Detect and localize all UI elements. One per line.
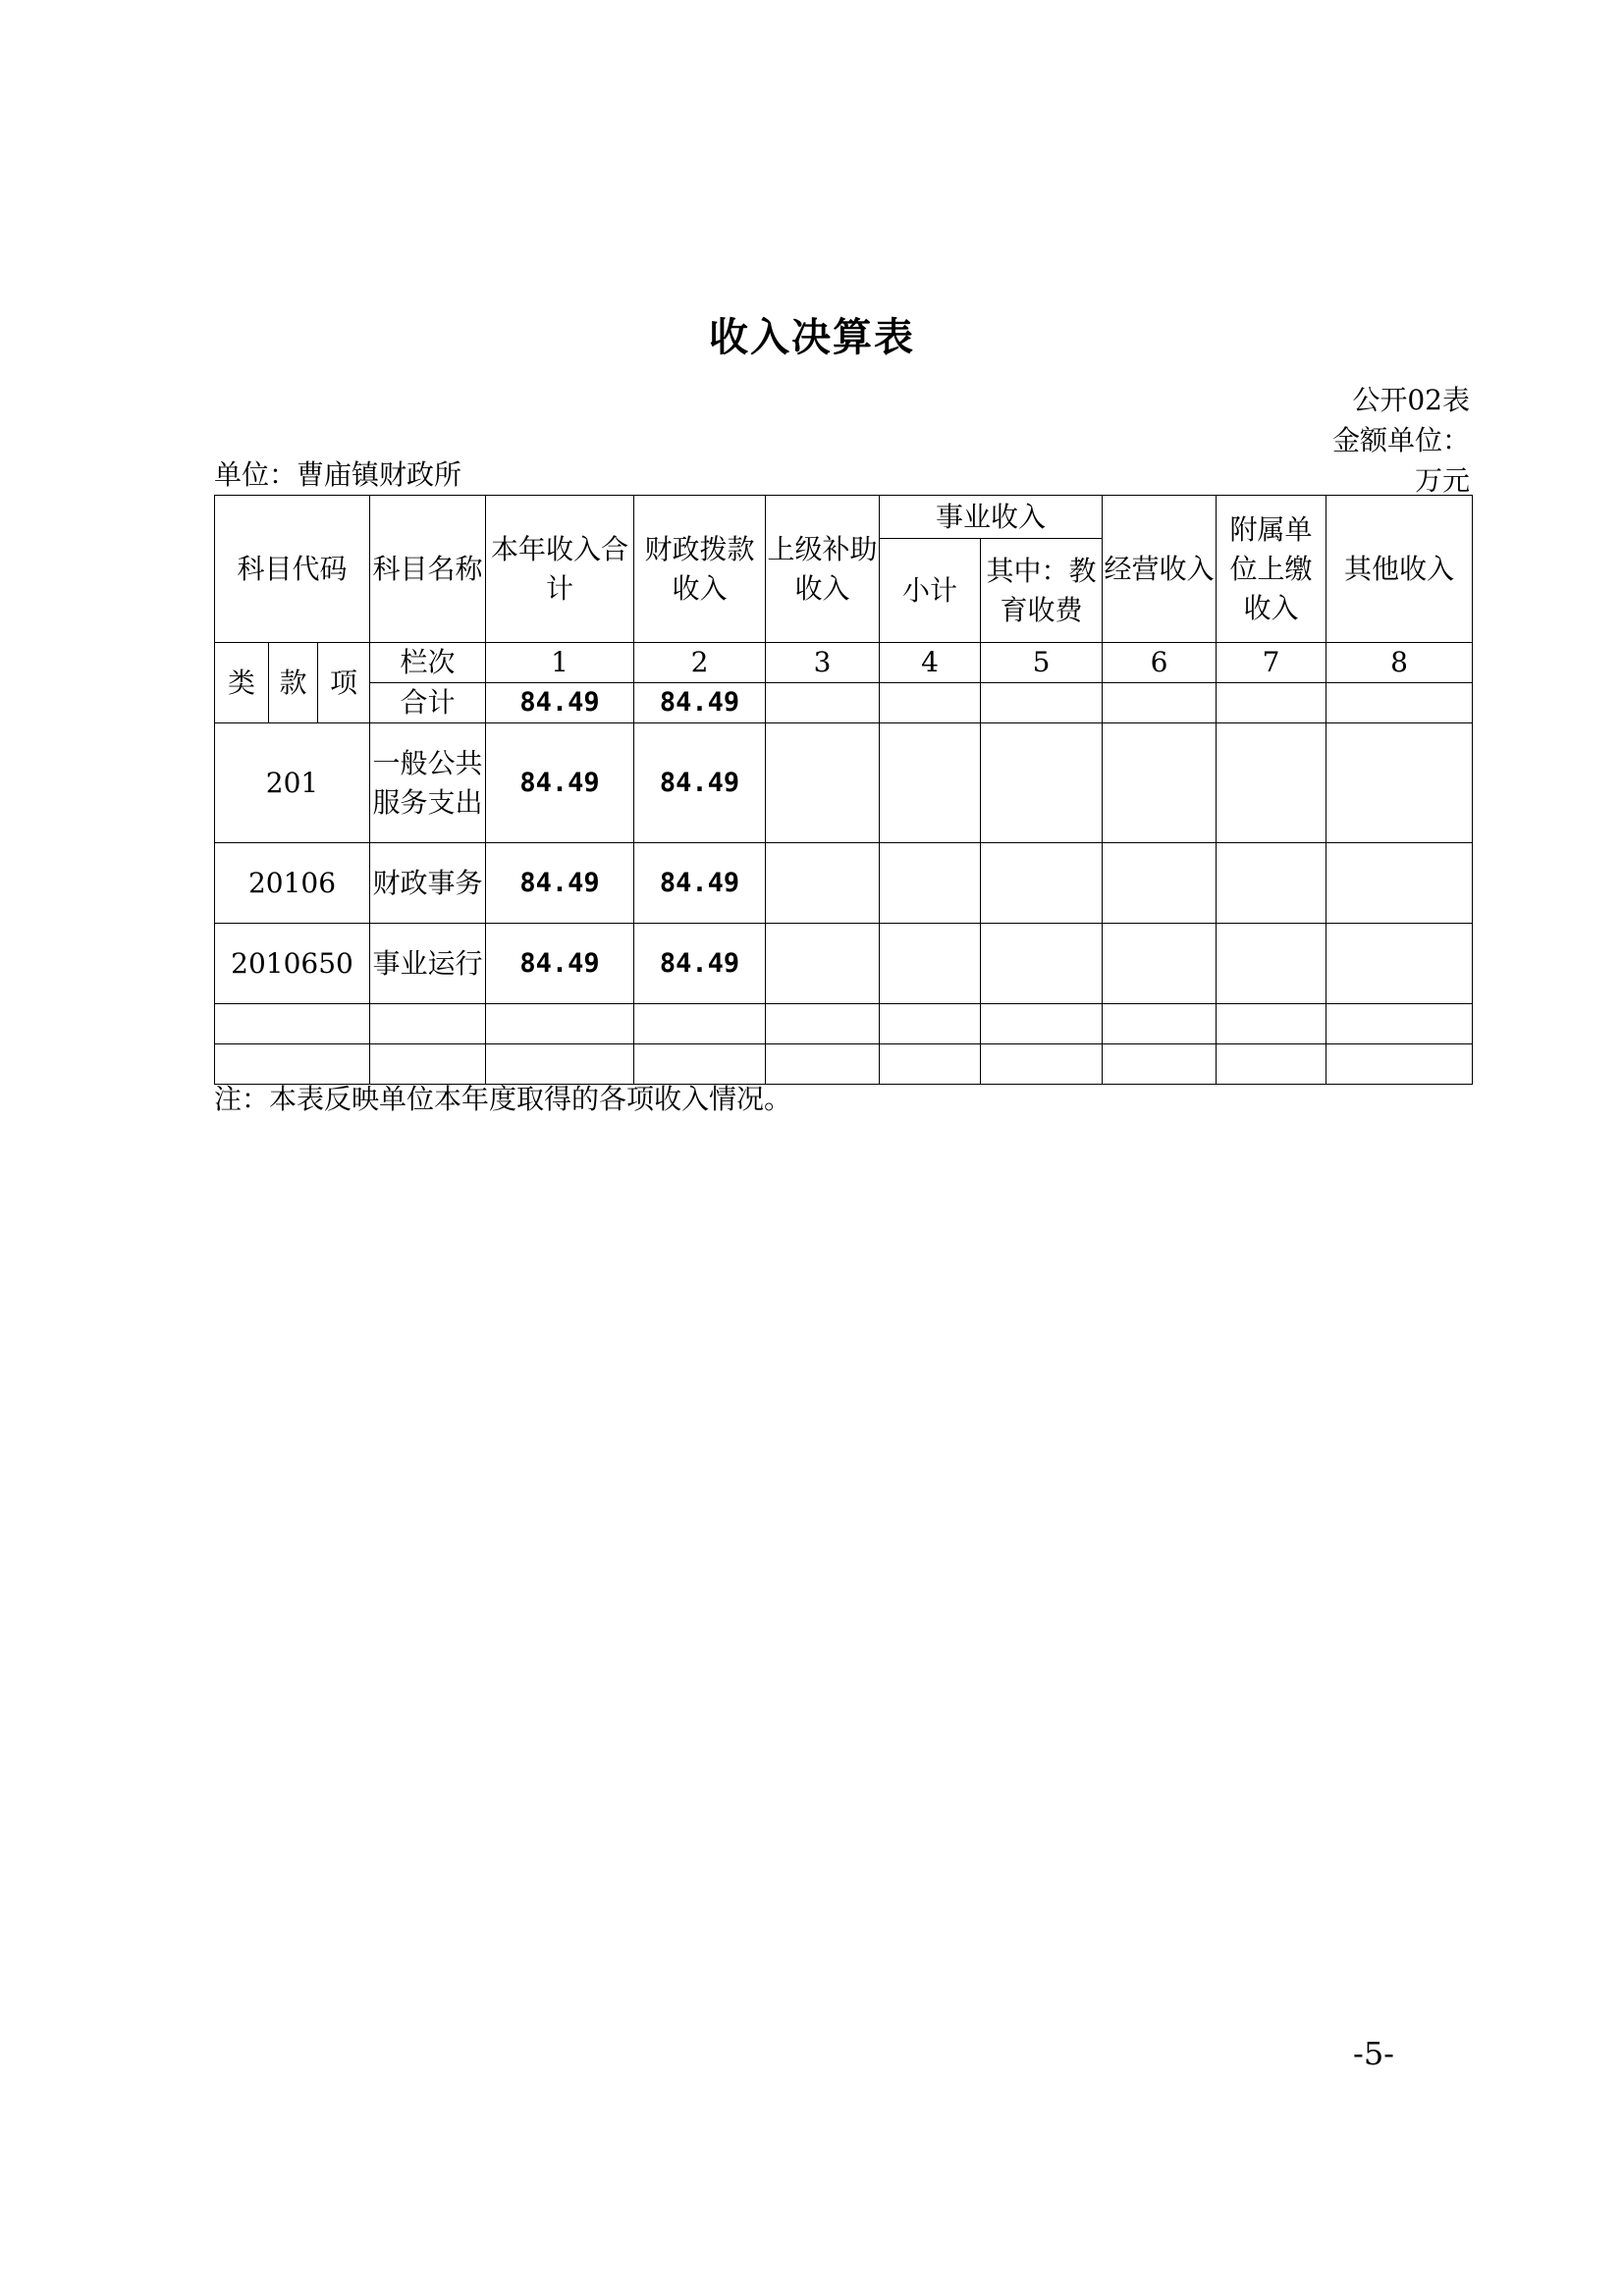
page-number: -5- (1353, 2035, 1394, 2072)
col-no-7: 7 (1217, 643, 1326, 683)
col-no-1: 1 (486, 643, 634, 683)
col-no-2: 2 (634, 643, 766, 683)
row-code: 20106 (215, 843, 370, 924)
table-row (215, 723, 1473, 843)
col-no-8: 8 (1326, 643, 1473, 683)
header-superior-subsidy: 上级补助收入 (766, 496, 880, 643)
table-row (215, 683, 1473, 723)
row-total-income: 84.49 (486, 843, 634, 924)
unit-label: 单位：曹庙镇财政所 (214, 458, 462, 491)
page-title: 收入决算表 (709, 314, 915, 360)
table-row (215, 924, 1473, 1004)
header-subtotal: 小计 (880, 539, 981, 643)
row-fiscal-allocation: 84.49 (634, 924, 766, 1004)
row-total-income: 84.49 (486, 723, 634, 843)
col-no-6: 6 (1103, 643, 1217, 683)
header-xiang: 项 (318, 643, 370, 723)
header-other-income: 其他收入 (1326, 496, 1473, 643)
col-no-4: 4 (880, 643, 981, 683)
row-name: 事业运行 (370, 924, 486, 1004)
row-total-income: 84.49 (486, 683, 634, 723)
header-edu-fee: 其中：教育收费 (981, 539, 1103, 643)
form-number: 公开02表 (1352, 384, 1470, 416)
table-note: 注：本表反映单位本年度取得的各项收入情况。 (214, 1083, 792, 1115)
header-subject-code: 科目代码 (215, 496, 370, 643)
header-affiliated-income: 附属单位上缴收入 (1217, 496, 1326, 643)
header-lei: 类 (215, 643, 269, 723)
col-no-5: 5 (981, 643, 1103, 683)
row-name: 合计 (370, 683, 486, 723)
row-fiscal-allocation: 84.49 (634, 843, 766, 924)
row-fiscal-allocation: 84.49 (634, 723, 766, 843)
row-fiscal-allocation: 84.49 (634, 683, 766, 723)
table-row-empty (215, 1004, 1473, 1044)
amount-unit-label: 金额单位： (1331, 424, 1470, 456)
row-name: 财政事务 (370, 843, 486, 924)
income-table (214, 495, 1473, 1085)
header-business-income: 事业收入 (880, 496, 1103, 539)
table-row (215, 843, 1473, 924)
row-total-income: 84.49 (486, 924, 634, 1004)
header-subject-name: 科目名称 (370, 496, 486, 643)
col-no-3: 3 (766, 643, 880, 683)
row-code: 2010650 (215, 924, 370, 1004)
row-code: 201 (215, 723, 370, 843)
header-total-income: 本年收入合计 (486, 496, 634, 643)
header-operating-income: 经营收入 (1103, 496, 1217, 643)
header-kuan: 款 (269, 643, 318, 723)
row-name: 一般公共服务支出 (370, 723, 486, 843)
header-fiscal-allocation: 财政拨款收入 (634, 496, 766, 643)
header-column-no: 栏次 (370, 643, 486, 683)
amount-unit-value: 万元 (1414, 464, 1470, 497)
